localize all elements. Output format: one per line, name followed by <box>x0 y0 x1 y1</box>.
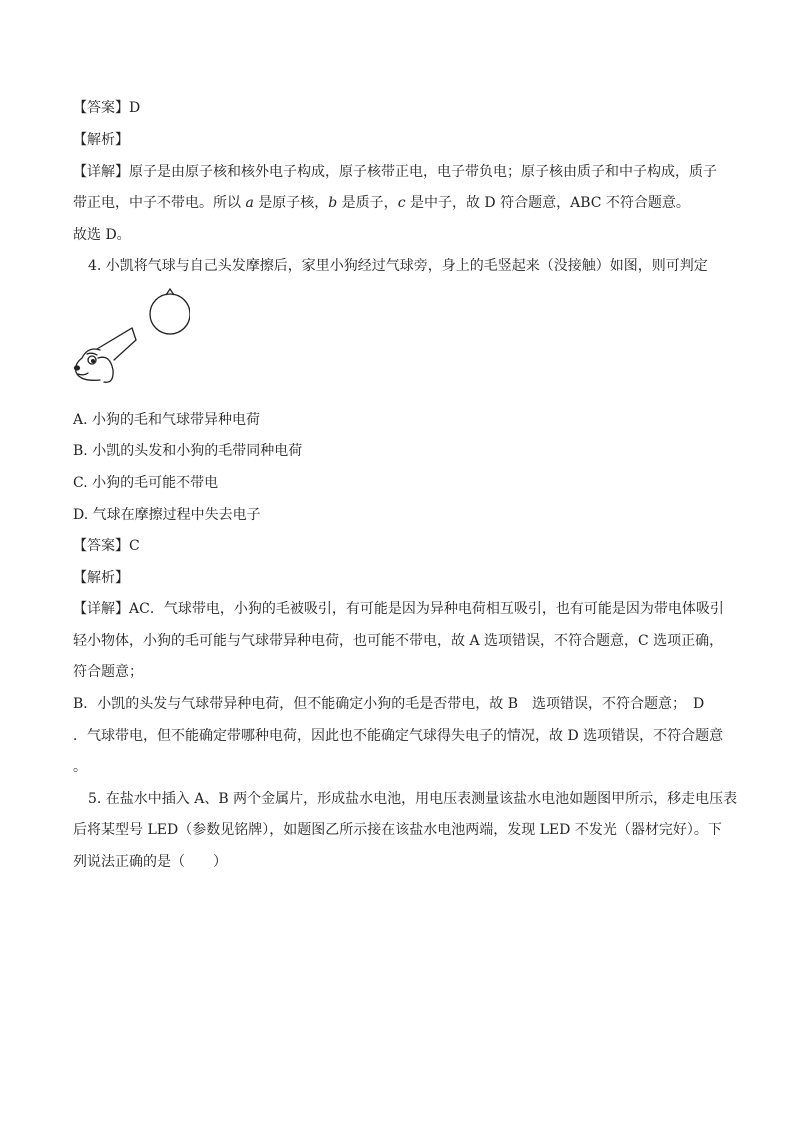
q4-detail-line-6: 。 <box>73 759 87 775</box>
q3-conclusion: 故选 D。 <box>73 227 131 243</box>
q3-analysis-label: 【解析】 <box>73 132 129 148</box>
balloon-drawing <box>150 289 190 334</box>
q4-stem: 4. 小凯将气球与自己头发摩擦后，家里小狗经过气球旁，身上的毛竖起来（没接触）如图，则可判定 <box>88 258 708 274</box>
q3-detail-text: 是中子，故 D 符合题意，ABC 不符合题意。 <box>405 195 690 211</box>
q3-detail-text: 带正电，中子不带电。所以 <box>73 195 246 211</box>
dog-drawing <box>75 328 137 382</box>
dog-balloon-figure <box>70 284 190 394</box>
q4-option-a: A. 小狗的毛和气球带异种电荷 <box>73 412 261 428</box>
q5-stem-line-2: 后将某型号 LED（参数见铭牌），如题图乙所示接在该盐水电池两端，发现 LED 不发光（器材完好）。下 <box>73 822 722 838</box>
q4-option-b: B. 小凯的头发和小狗的毛带同种电荷 <box>73 443 303 459</box>
q3-detail-text: 是原子核， <box>253 195 329 211</box>
q4-detail-line-1: 【详解】AC．气球带电，小狗的毛被吸引，有可能是因为异种电荷相互吸引，也有可能是因为带电体吸引 <box>73 601 724 617</box>
q4-answer: 【答案】C <box>73 538 140 554</box>
var-b: b <box>328 195 338 211</box>
q4-analysis-label: 【解析】 <box>73 570 129 586</box>
var-c: c <box>397 195 406 211</box>
q5-stem-line-3: 列说法正确的是（ ） <box>73 854 227 870</box>
q4-option-c: C. 小狗的毛可能不带电 <box>73 475 219 491</box>
q4-detail-line-4: B．小凯的头发与气球带异种电荷，但不能确定小狗的毛是否带电，故 B 选项错误，不符合题意； D <box>73 696 705 712</box>
var-a: a <box>245 195 254 211</box>
q5-stem-line-1: 5. 在盐水中插入 A、B 两个金属片，形成盐水电池，用电压表测量该盐水电池如题图甲所示，移走电压表 <box>88 791 738 807</box>
q4-option-d: D. 气球在摩擦过程中失去电子 <box>73 507 261 523</box>
q3-detail-line-2 <box>73 193 690 213</box>
q4-detail-line-3: 符合题意； <box>73 664 143 680</box>
q4-detail-line-5: ．气球带电，但不能确定带哪种电荷，因此也不能确定气球得失电子的情况，故 D 选项错误，不符合题意 <box>73 728 724 744</box>
q3-detail-text: 是质子， <box>337 195 398 211</box>
q4-detail-line-2: 轻小物体，小狗的毛可能与气球带异种电荷，也可能不带电，故 A 选项错误，不符合题意，C 选项正确， <box>73 633 724 649</box>
q3-answer: 【答案】D <box>73 100 141 116</box>
q3-detail-line-1: 【详解】原子是由原子核和核外电子构成，原子核带正电，电子带负电；原子核由质子和中子构成，质子 <box>73 164 717 180</box>
